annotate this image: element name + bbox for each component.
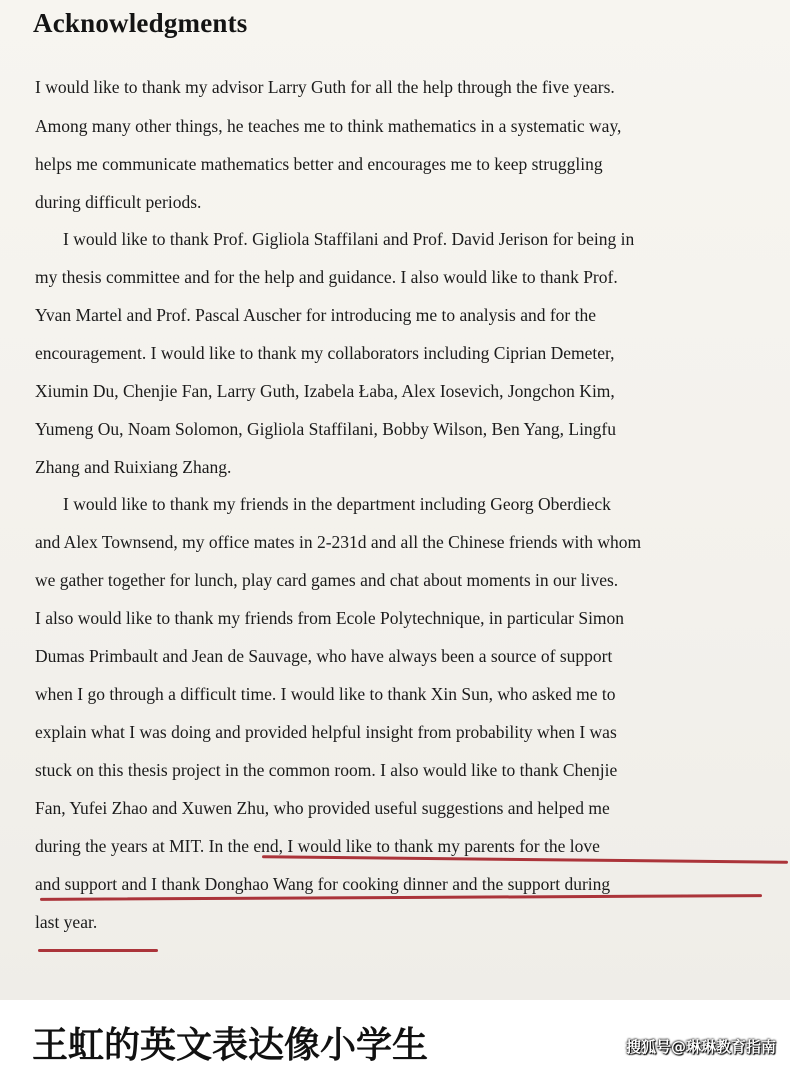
text-line: Yvan Martel and Prof. Pascal Auscher for introducing me to analysis and for the [35, 305, 597, 325]
section-heading: Acknowledgments [33, 8, 248, 38]
text-line: I also would like to thank my friends from Ecole Polytechnique, in particular Simon [35, 608, 625, 628]
text-line: Fan, Yufei Zhao and Xuwen Zhu, who provided useful suggestions and helped me [35, 798, 610, 818]
text-line: Zhang and Ruixiang Zhang. [35, 457, 232, 477]
text-line: during difficult periods. [35, 192, 202, 212]
text-line: Yumeng Ou, Noam Solomon, Gigliola Staffilani, Bobby Wilson, Ben Yang, Lingfu [35, 419, 617, 439]
text-line: helps me communicate mathematics better and encourages me to keep struggling [35, 154, 603, 174]
highlight-underline [38, 949, 158, 952]
text-line: encouragement. I would like to thank my collaborators including Ciprian Demeter, [35, 343, 615, 363]
text-line: and support and I thank Donghao Wang for cooking dinner and the support during [35, 874, 611, 894]
watermark-text: 搜狐号@琳琳教育指南 [625, 1038, 776, 1056]
text-line: when I go through a difficult time. I would like to thank Xin Sun, who asked me to [35, 684, 616, 704]
text-line: and Alex Townsend, my office mates in 2-231d and all the Chinese friends with whom [35, 532, 642, 552]
text-line: Among many other things, he teaches me to think mathematics in a systematic way, [35, 116, 622, 136]
text-line: Dumas Primbault and Jean de Sauvage, who have always been a source of support [35, 646, 613, 666]
text-line: I would like to thank my advisor Larry Guth for all the help through the five years. [35, 77, 615, 97]
text-line: my thesis committee and for the help and guidance. I also would like to thank Prof. [35, 267, 618, 287]
text-line: explain what I was doing and provided helpful insight from probability when I was [35, 722, 617, 742]
text-line: I would like to thank my friends in the department including Georg Oberdieck [63, 494, 611, 514]
highlight-underline [262, 855, 788, 864]
text-line: last year. [35, 912, 98, 932]
caption-text: 王虹的英文表达像小学生 [32, 1025, 429, 1066]
text-line: Xiumin Du, Chenjie Fan, Larry Guth, Izabela Łaba, Alex Iosevich, Jongchon Kim, [35, 381, 615, 401]
text-line: I would like to thank Prof. Gigliola Staffilani and Prof. David Jerison for being in [63, 229, 635, 249]
text-line: stuck on this thesis project in the common room. I also would like to thank Chenjie [35, 760, 618, 780]
highlight-underline [40, 894, 762, 901]
text-line: during the years at MIT. In the end, I would like to thank my parents for the love [35, 836, 600, 856]
text-line: we gather together for lunch, play card games and chat about moments in our lives. [35, 570, 619, 590]
